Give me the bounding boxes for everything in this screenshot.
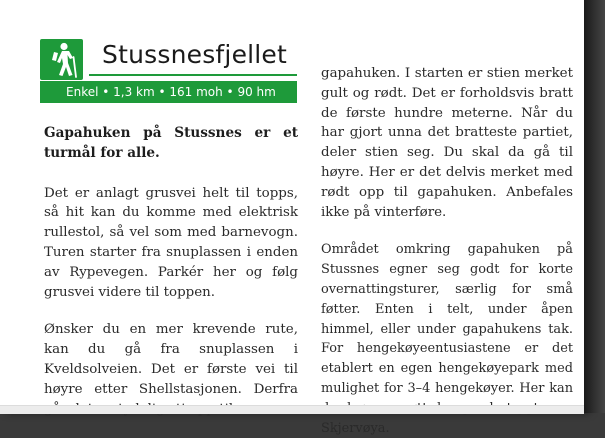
hiker-icon <box>40 39 83 80</box>
page-title: Stussnesfjellet <box>102 40 288 69</box>
viewer-background <box>584 0 605 413</box>
right-column <box>321 64 573 438</box>
page-bottom-edge <box>0 405 584 414</box>
body-paragraph: Området omkring gapahuken på Stussnes egner seg godt for korte overnattingsturer, særlig for små føtter. Enten i telt, under åpen himmel, eller under gapahukens tak. For hengekøyeentusiastene er det etablert en egen hengekøyepark med mulighet for 3–4 hengekøyer. Her kan Skjervøya. <box>321 242 573 436</box>
body-paragraph: Det er anlagt grusvei helt til topps, så hit kan du komme med elektrisk rullestol, så vel som med barnevogn. Turen starter fra snuplassen i enden av Rypevegen. Parkér her og følg grusvei videre til toppen. <box>44 185 298 300</box>
body-paragraph: Ønsker du en mer krevende rute, kan du gå fra snuplassen i Kveldsolveien. Det er første vei til høyre etter Shellstasjonen. Derfra <box>44 322 298 397</box>
trail-stats-bar: Enkel • 1,3 km • 161 moh • 90 hm <box>40 81 297 103</box>
trail-header <box>40 39 297 103</box>
body-paragraph: gapahuken. I starten er stien merket gult og rødt. Det er forholdsvis bratt de første hundre meterne. Når du har gjort unna det bratteste partiet, deler stien seg. Du skal da gå til høyre. Her er det delvis merket med rødt opp til gapahuken. Anbefales ikke på vinterføre. <box>321 66 573 220</box>
lead-paragraph: Gapahuken på Stussnes er et turmål for alle. <box>44 125 298 161</box>
left-column <box>44 124 298 419</box>
title-underline <box>89 74 297 76</box>
